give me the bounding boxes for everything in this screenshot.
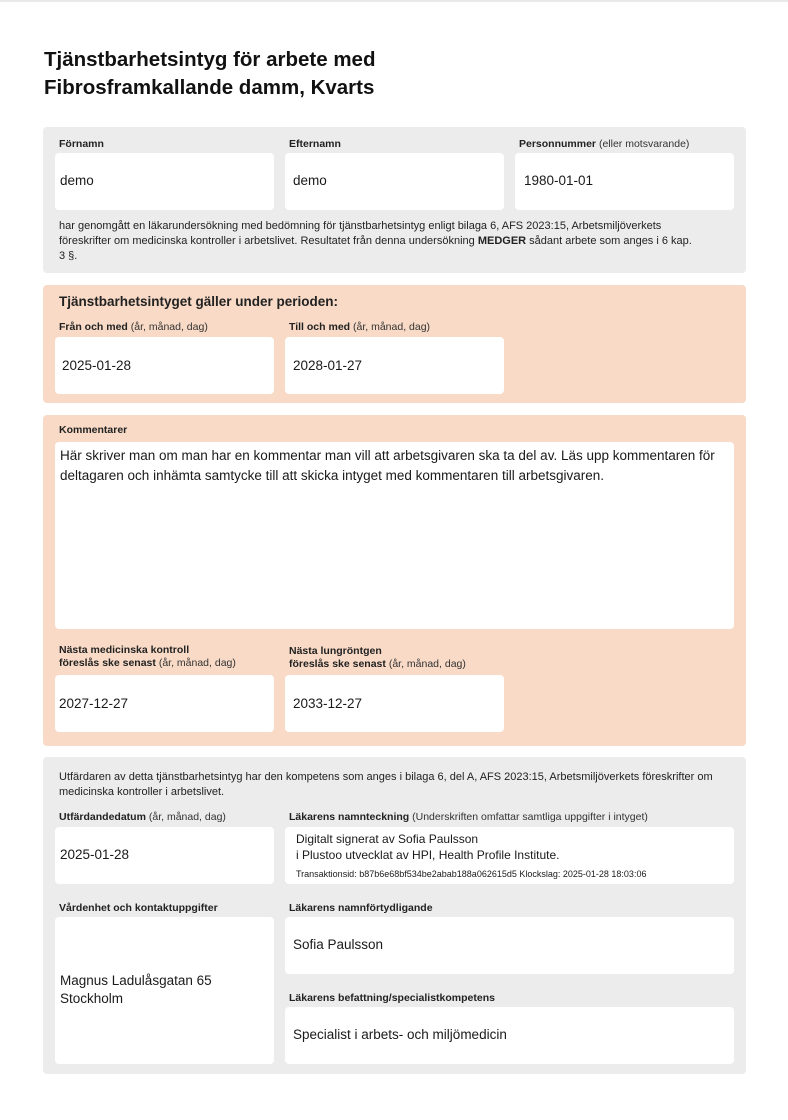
unit-label: Vårdenhet och kontaktuppgifter bbox=[59, 902, 218, 914]
firstname-field[interactable] bbox=[55, 153, 274, 210]
competence-text: Utfärdaren av detta tjänstbarhetsintyg har den kompetens som anges i bilaga 6, del A, AFS 2023:15, Arbetsmiljöverkets föreskrifter om medicinska kontroller i arbetslivet. bbox=[59, 771, 713, 798]
position-value: Specialist i arbets- och miljömedicin bbox=[293, 1027, 507, 1042]
next-control-label: Nästa medicinska kontroll föreslås ske senast (år, månad, dag) bbox=[59, 644, 236, 669]
period-heading: Tjänstbarhetsintyget gäller under perioden: bbox=[59, 294, 339, 309]
period-panel bbox=[43, 285, 746, 403]
unit-line-1: Magnus Ladulåsgatan 65 bbox=[60, 973, 212, 988]
pnr-hint: (eller motsvarande) bbox=[598, 138, 690, 150]
next-control-field[interactable] bbox=[55, 675, 274, 732]
lastname-field[interactable] bbox=[285, 153, 504, 210]
signature-line-2: i Plustoo utvecklat av HPI, Health Profile Institute. bbox=[296, 848, 560, 862]
signature-field bbox=[285, 827, 734, 884]
pnr-field[interactable] bbox=[515, 153, 734, 210]
to-date-field[interactable] bbox=[285, 337, 504, 394]
statement-result: MEDGER bbox=[477, 235, 527, 247]
unit-field[interactable] bbox=[55, 917, 274, 1064]
title-line-1: Tjänstbarhetsintyg för arbete med bbox=[44, 48, 376, 71]
issue-date-label: Utfärdandedatum (år, månad, dag) bbox=[59, 811, 226, 823]
unit-address bbox=[60, 972, 212, 1008]
issue-date-field[interactable] bbox=[55, 827, 274, 884]
pnr-value: 1980-01-01 bbox=[524, 173, 594, 188]
person-panel bbox=[43, 127, 746, 273]
from-date-field[interactable] bbox=[55, 337, 274, 394]
to-date-value: 2028-01-27 bbox=[293, 358, 363, 373]
position-label: Läkarens befattning/specialistkompetens bbox=[289, 992, 495, 1004]
issuer-panel bbox=[43, 757, 746, 1074]
next-control-value: 2027-12-27 bbox=[59, 696, 129, 711]
signature-line-1: Digitalt signerat av Sofia Paulsson bbox=[296, 832, 479, 846]
name-clarification-label: Läkarens namnförtydligande bbox=[289, 902, 433, 914]
top-divider bbox=[0, 0, 788, 2]
to-label: Till och med (år, månad, dag) bbox=[289, 321, 431, 333]
name-clarification-field[interactable] bbox=[285, 917, 734, 974]
next-xray-value: 2033-12-27 bbox=[293, 696, 363, 711]
from-label: Från och med (år, månad, dag) bbox=[59, 321, 208, 333]
firstname-label: Förnamn bbox=[59, 138, 104, 150]
examination-statement: har genomgått en läkarundersökning med bedömning för tjänstbarhetsintyg enligt bilaga 6, AFS 2023:15, Arbetsmiljöverkets föreskrifter om medicinska kontroller i arbetslivet. Resultatet från denna undersökning MEDGER sådant arbete som anges i 6 kap. 3 §. bbox=[59, 220, 692, 262]
lastname-label: Efternamn bbox=[289, 138, 341, 150]
issue-date-value: 2025-01-28 bbox=[60, 847, 130, 862]
lastname-value: demo bbox=[293, 173, 327, 188]
document-title bbox=[44, 46, 644, 102]
comments-label: Kommentarer bbox=[59, 424, 128, 436]
unit-line-2: Stockholm bbox=[60, 991, 124, 1006]
position-field[interactable] bbox=[285, 1007, 734, 1064]
signature-transaction: Transaktionsid: b87b6e68bf534be2abab188a062615d5 Klockslag: 2025-01-28 18:03:06 bbox=[296, 869, 647, 879]
next-xray-label: Nästa lungröntgen föreslås ske senast (år, månad, dag) bbox=[289, 645, 466, 670]
comments-text: Här skriver man om man har en kommentar man vill att arbetsgivaren ska ta del av. Läs upp kommentaren för deltagaren och inhämta samtycke till att skicka intyget med kommentaren till arbetsgivaren. bbox=[60, 448, 715, 483]
next-xray-field[interactable] bbox=[285, 675, 504, 732]
from-date-value: 2025-01-28 bbox=[62, 358, 132, 373]
comments-textarea[interactable] bbox=[55, 442, 734, 629]
title-line-2: Fibrosframkallande damm, Kvarts bbox=[44, 76, 375, 99]
firstname-value: demo bbox=[60, 173, 94, 188]
name-clarification-value: Sofia Paulsson bbox=[293, 937, 384, 952]
signature-label: Läkarens namnteckning (Underskriften omfattar samtliga uppgifter i intyget) bbox=[289, 811, 648, 823]
comments-panel bbox=[43, 415, 746, 746]
pnr-label: Personnummer (eller motsvarande) bbox=[519, 138, 690, 150]
